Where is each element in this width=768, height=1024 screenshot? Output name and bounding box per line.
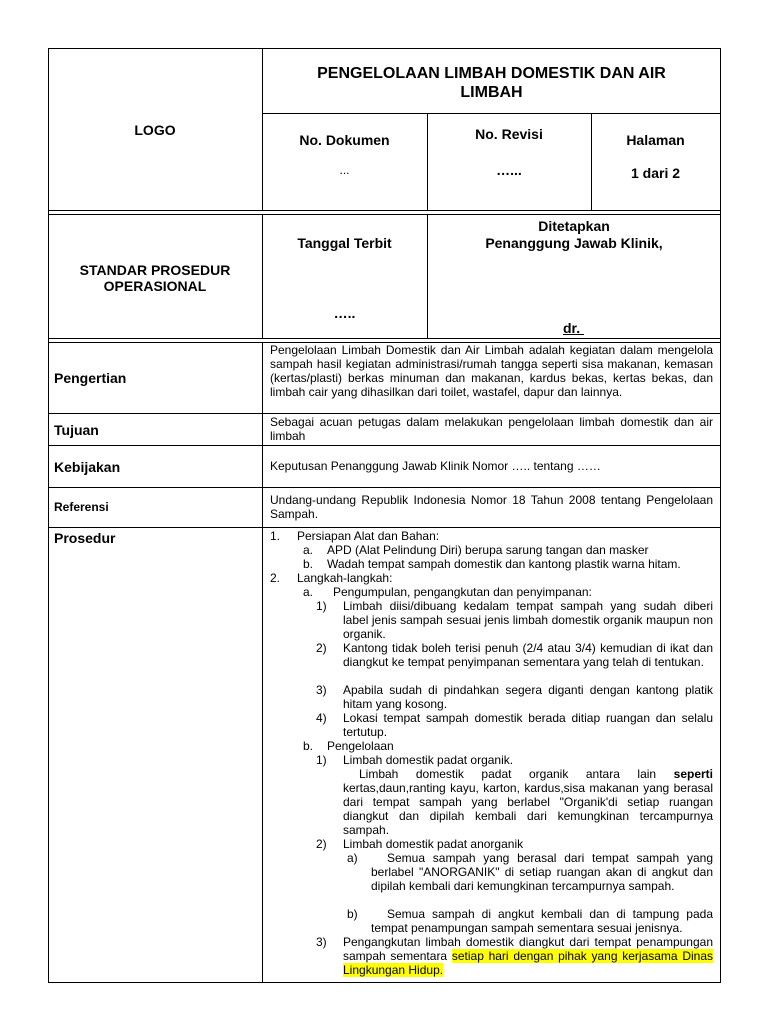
list-item: Wadah tempat sampah domestik dan kantong plastik warna hitam. [327,557,681,571]
list-item: Semua sampah yang berasal dari tempat sampah yang berlabel "ANORGANIK" di setiap ruangan akan di angkut dan dipilah kembali dari kemungkinan tercampurnya sampah. [371,851,713,893]
list-item: Pengelolaan [327,739,394,753]
divider [48,413,721,414]
list-number: 4) [316,711,327,725]
title-line-2: LIMBAH [460,84,523,101]
kebijakan-text: Keputusan Penanggung Jawab Klinik Nomor ….. tentang …… [270,459,601,473]
list-item: Limbah diisi/dibuang kedalam tempat sampah yang sudah diberi label jenis sampah sesuai jenis limbah domestik organik maupun non organik. [343,599,713,641]
list-number: 2) [316,837,327,851]
highlighted-text: setiap hari dengan pihak yang kerjasama Dinas Lingkungan Hidup. [343,949,713,977]
list-letter: b. [303,739,314,753]
kebijakan-label: Kebijakan [54,459,121,475]
list-item: Semua sampah di angkut kembali dan di tampung pada tempat penampungan sampah sementara sesuai jenisnya. [371,907,713,935]
divider [48,527,721,528]
no-dokumen-label: No. Dokumen [299,132,390,148]
no-revisi-value: …... [496,162,522,178]
title-line-1: PENGELOLAAN LIMBAH DOMESTIK DAN AIR [317,65,666,82]
logo-placeholder: LOGO [134,122,176,138]
sop-line-1: STANDAR PROSEDUR [79,262,231,278]
divider [262,342,263,983]
list-number: 1) [316,599,327,613]
list-number: 2) [316,641,327,655]
list-number: 3) [316,683,327,697]
list-item: Limbah domestik padat anorganik [343,837,524,851]
list-item: Kantong tidak boleh terisi penuh (2/4 atau 3/4) kemudian di ikat dan diangkut ke tempat penyimpanan sementara yang telah di tentukan. [343,641,713,669]
table-border-left [48,48,49,983]
list-letter: a. [303,543,314,557]
list-number: 1. [270,529,281,543]
dr-signature: dr. [563,320,585,336]
tujuan-text: Sebagai acuan petugas dalam melakukan pengelolaan limbah domestik dan air limbah [270,415,713,443]
pengertian-text: Pengelolaan Limbah Domestik dan Air Limbah adalah kegiatan dalam mengelola sampah hasil kegiatan administrasi/rumah tangga seperti sisa makanan, kemasan (kertas/plasti) berkas minuman dan makanan, kardus bekas, kertas bekas, dan limbah cair yang dihasilkan dari toilet, wastafel, dapur dan lainnya. [270,343,713,399]
paragraph-text: Pengangkutan limbah domestik diangkut dari tempat penampungan sampah sementara [343,935,713,963]
list-letter: b. [303,557,314,571]
no-revisi-label: No. Revisi [475,126,543,142]
divider [48,338,721,339]
tanggal-terbit-label: Tanggal Terbit [297,235,392,251]
table-border-top [48,48,721,49]
no-dokumen-value: ... [339,163,350,177]
sop-line-2: OPERASIONAL [103,278,207,294]
pengertian-label: Pengertian [54,370,127,386]
divider [48,445,721,446]
paragraph-text: Limbah domestik padat organik antara lain [359,767,674,781]
divider [262,113,721,114]
divider [48,487,721,488]
sop-title [48,262,262,294]
divider [48,214,721,215]
list-paragraph [343,767,713,837]
divider [48,210,721,211]
list-letter: a. [303,585,314,599]
list-item: Persiapan Alat dan Bahan: [297,529,440,543]
list-letter: b) [347,907,358,921]
halaman-label: Halaman [626,132,685,148]
divider [591,113,592,210]
table-border-bottom [48,982,721,983]
list-item: Limbah domestik padat organik. [343,753,514,767]
list-item [343,935,713,977]
tanggal-terbit-value: ….. [333,305,356,321]
list-item: Pengumpulan, pengangkutan dan penyimpanan: [333,585,592,599]
list-item: Apabila sudah di pindahkan segera diganti dengan kantong platik hitam yang kosong. [343,683,713,711]
halaman-value: 1 dari 2 [630,165,681,181]
paragraph-text: kertas,daun,ranting kayu, karton, kardus,sisa makanan yang berasal dari tempat sampah yang berlabel "Organik'di setiap ruangan diangkut dan dipilah kembali dari kemungkinan tercampurnya sampah. [343,781,713,837]
list-number: 2. [270,571,281,585]
paragraph-bold-text: seperti [673,767,713,781]
table-border-right [720,48,721,983]
list-item: Langkah-langkah: [297,571,393,585]
ditetapkan-label: Ditetapkan [538,218,610,234]
list-item: Lokasi tempat sampah domestik berada ditiap ruangan dan selalu tertutup. [343,711,713,739]
referensi-text: Undang-undang Republik Indonesia Nomor 18 Tahun 2008 tentang Pengelolaan Sampah. [270,493,713,521]
document-title [262,64,721,102]
list-item: APD (Alat Pelindung Diri) berupa sarung tangan dan masker [327,543,649,557]
list-number: 1) [316,753,327,767]
prosedur-label: Prosedur [54,530,116,546]
list-letter: a) [347,851,358,865]
tujuan-label: Tujuan [54,422,99,438]
penanggung-jawab-label: Penanggung Jawab Klinik, [485,235,663,251]
list-number: 3) [316,935,327,949]
referensi-label: Referensi [54,500,109,514]
